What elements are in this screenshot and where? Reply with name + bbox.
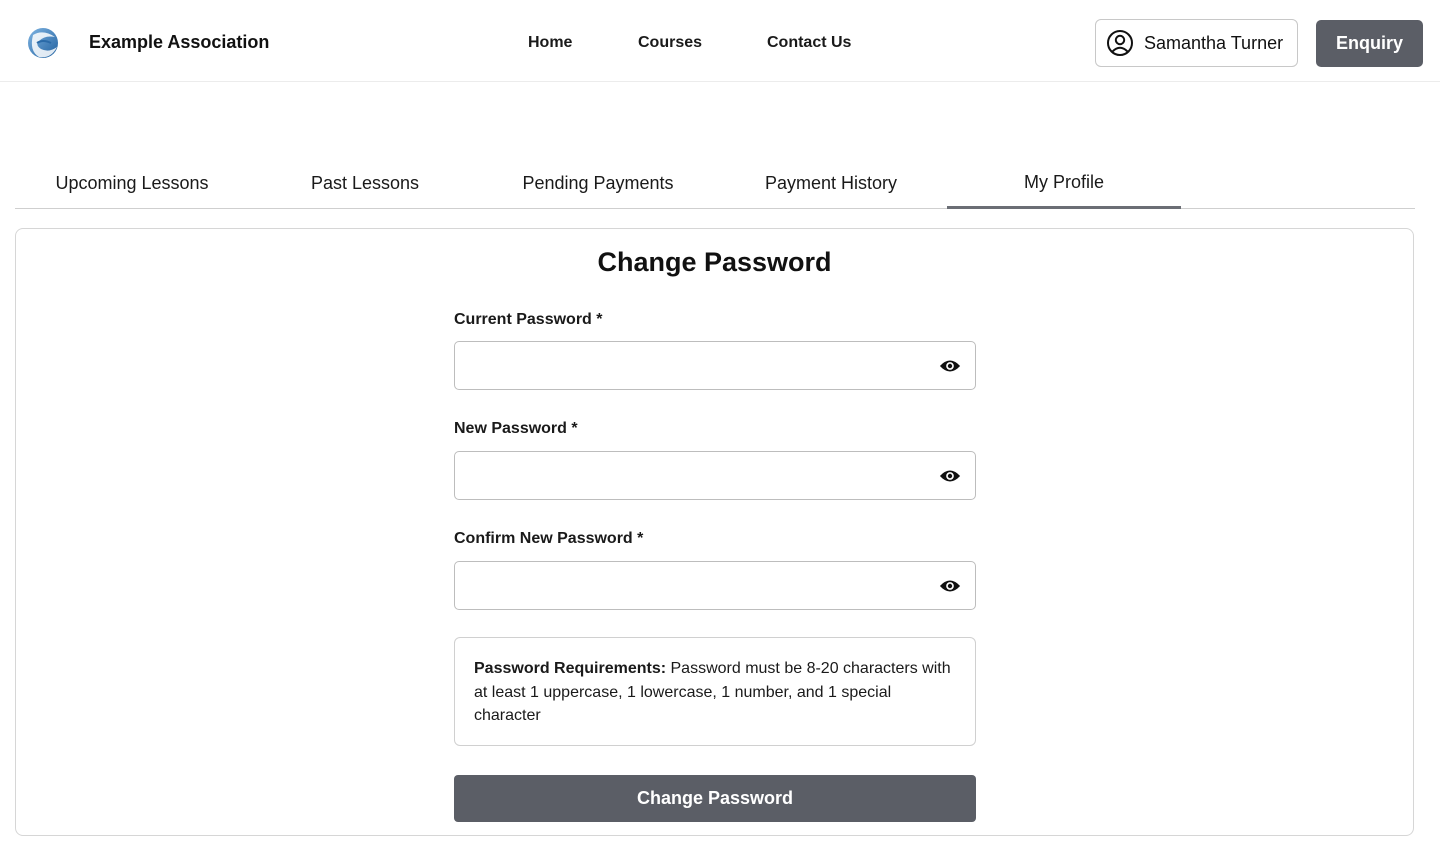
tab-pending-payments[interactable]: Pending Payments <box>522 173 674 193</box>
form-title: Change Password <box>597 247 832 277</box>
confirm-password-input[interactable] <box>455 562 925 609</box>
current-password-label: Current Password * <box>454 311 603 328</box>
globe-logo-icon[interactable] <box>25 25 61 61</box>
confirm-password-label: Confirm New Password * <box>454 530 644 547</box>
brand-name[interactable]: Example Association <box>89 32 270 52</box>
tab-payment-history[interactable]: Payment History <box>764 173 898 193</box>
nav-courses[interactable]: Courses <box>638 34 703 51</box>
eye-icon[interactable] <box>939 466 961 486</box>
nav-home[interactable]: Home <box>528 34 573 51</box>
new-password-label: New Password * <box>454 420 578 437</box>
user-menu-button[interactable] <box>1095 19 1298 67</box>
current-password-input[interactable] <box>455 342 925 389</box>
site-header <box>0 0 1440 82</box>
confirm-password-field-wrapper <box>454 561 976 610</box>
tab-upcoming-lessons[interactable]: Upcoming Lessons <box>55 173 209 193</box>
user-circle-icon <box>1106 29 1134 57</box>
enquiry-button[interactable]: Enquiry <box>1316 20 1423 67</box>
nav-contact-us[interactable]: Contact Us <box>767 34 852 51</box>
user-name: Samantha Turner <box>1144 32 1284 53</box>
eye-icon[interactable] <box>939 356 961 376</box>
new-password-input[interactable] <box>455 452 925 499</box>
change-password-button[interactable]: Change Password <box>454 775 976 822</box>
tab-my-profile[interactable]: My Profile <box>947 158 1181 209</box>
eye-icon[interactable] <box>939 576 961 596</box>
requirements-text: Password must be 8-20 characters with at least 1 uppercase, 1 lowercase, 1 number, and 1 special character <box>474 660 951 724</box>
change-password-card <box>15 228 1414 836</box>
new-password-field-wrapper <box>454 451 976 500</box>
password-requirements-box <box>454 637 976 746</box>
profile-tabs <box>15 158 1415 209</box>
requirements-title: Password Requirements: <box>474 660 667 677</box>
current-password-field-wrapper <box>454 341 976 390</box>
tab-past-lessons[interactable]: Past Lessons <box>310 173 420 193</box>
